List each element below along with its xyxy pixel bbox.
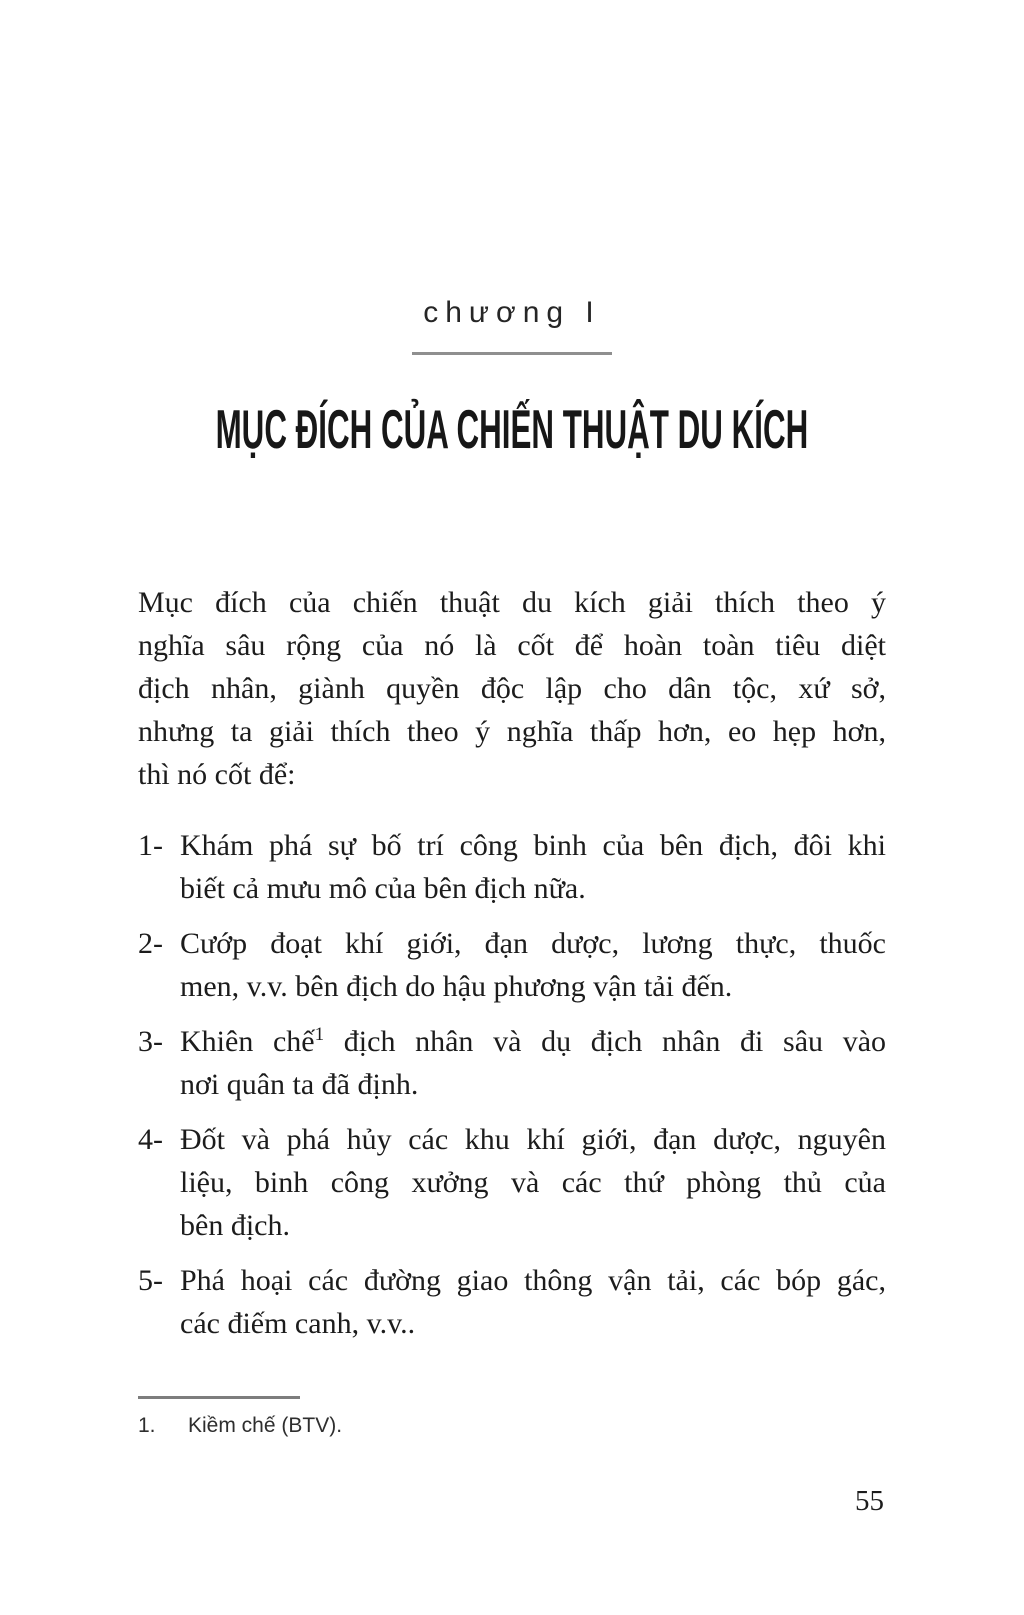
intro-line: thì nó cốt để: — [138, 758, 296, 791]
intro-paragraph — [138, 581, 886, 796]
list-item-marker: 1- — [138, 829, 163, 862]
list-item — [138, 1020, 886, 1106]
intro-line: Mục đích của chiến thuật du kích giải thích theo ý — [138, 586, 886, 619]
intro-line: nhưng ta giải thích theo ý nghĩa thấp hơn, eo hẹp hơn, — [138, 715, 886, 748]
list-item-line: nơi quân ta đã định. — [180, 1068, 419, 1101]
purpose-list — [138, 824, 886, 1345]
intro-line: địch nhân, giành quyền độc lập cho dân tộc, xứ sở, — [138, 672, 886, 705]
chapter-title-row — [0, 397, 1024, 461]
intro-line: nghĩa sâu rộng của nó là cốt để hoàn toàn tiêu diệt — [138, 629, 886, 662]
footnote-marker: 1. — [138, 1414, 156, 1437]
list-item — [138, 1259, 886, 1345]
list-item-line: Khám phá sự bố trí công binh của bên địch, đôi khi — [180, 829, 886, 862]
list-item-line: các điếm canh, v.v.. — [180, 1307, 416, 1340]
chapter-kicker-row — [0, 294, 1024, 332]
list-item-line — [180, 1020, 886, 1063]
list-item-marker: 4- — [138, 1123, 163, 1156]
list-item-line: Đốt và phá hủy các khu khí giới, đạn dược, nguyên — [180, 1123, 886, 1156]
chapter-kicker-divider — [412, 352, 612, 355]
list-item-marker: 5- — [138, 1264, 163, 1297]
list-item — [138, 824, 886, 910]
list-item-text: địch nhân và dụ địch nhân đi sâu vào — [343, 1025, 887, 1058]
list-item-marker: 2- — [138, 927, 163, 960]
footnote — [138, 1412, 886, 1440]
footnote-divider — [138, 1396, 300, 1399]
list-item — [138, 1118, 886, 1247]
page-number: 55 — [855, 1485, 884, 1517]
list-item-text: Khiên chế — [180, 1025, 315, 1058]
list-item-line: men, v.v. bên địch do hậu phương vận tải đến. — [180, 970, 733, 1003]
chapter-kicker: chương I — [423, 296, 601, 329]
list-item-line: bên địch. — [180, 1209, 290, 1242]
list-item — [138, 922, 886, 1008]
list-item-marker: 3- — [138, 1025, 163, 1058]
footnote-reference: 1 — [314, 1024, 325, 1045]
chapter-title: MỤC ĐÍCH CỦA CHIẾN THUẬT DU KÍCH — [215, 398, 809, 460]
footnote-text: Kiềm chế (BTV). — [188, 1414, 343, 1437]
list-item-line: biết cả mưu mô của bên địch nữa. — [180, 872, 586, 905]
list-item-line: Cướp đoạt khí giới, đạn dược, lương thực, thuốc — [180, 927, 886, 960]
list-item-line: liệu, binh công xưởng và các thứ phòng thủ của — [180, 1166, 886, 1199]
list-item-line: Phá hoại các đường giao thông vận tải, các bóp gác, — [180, 1264, 886, 1297]
